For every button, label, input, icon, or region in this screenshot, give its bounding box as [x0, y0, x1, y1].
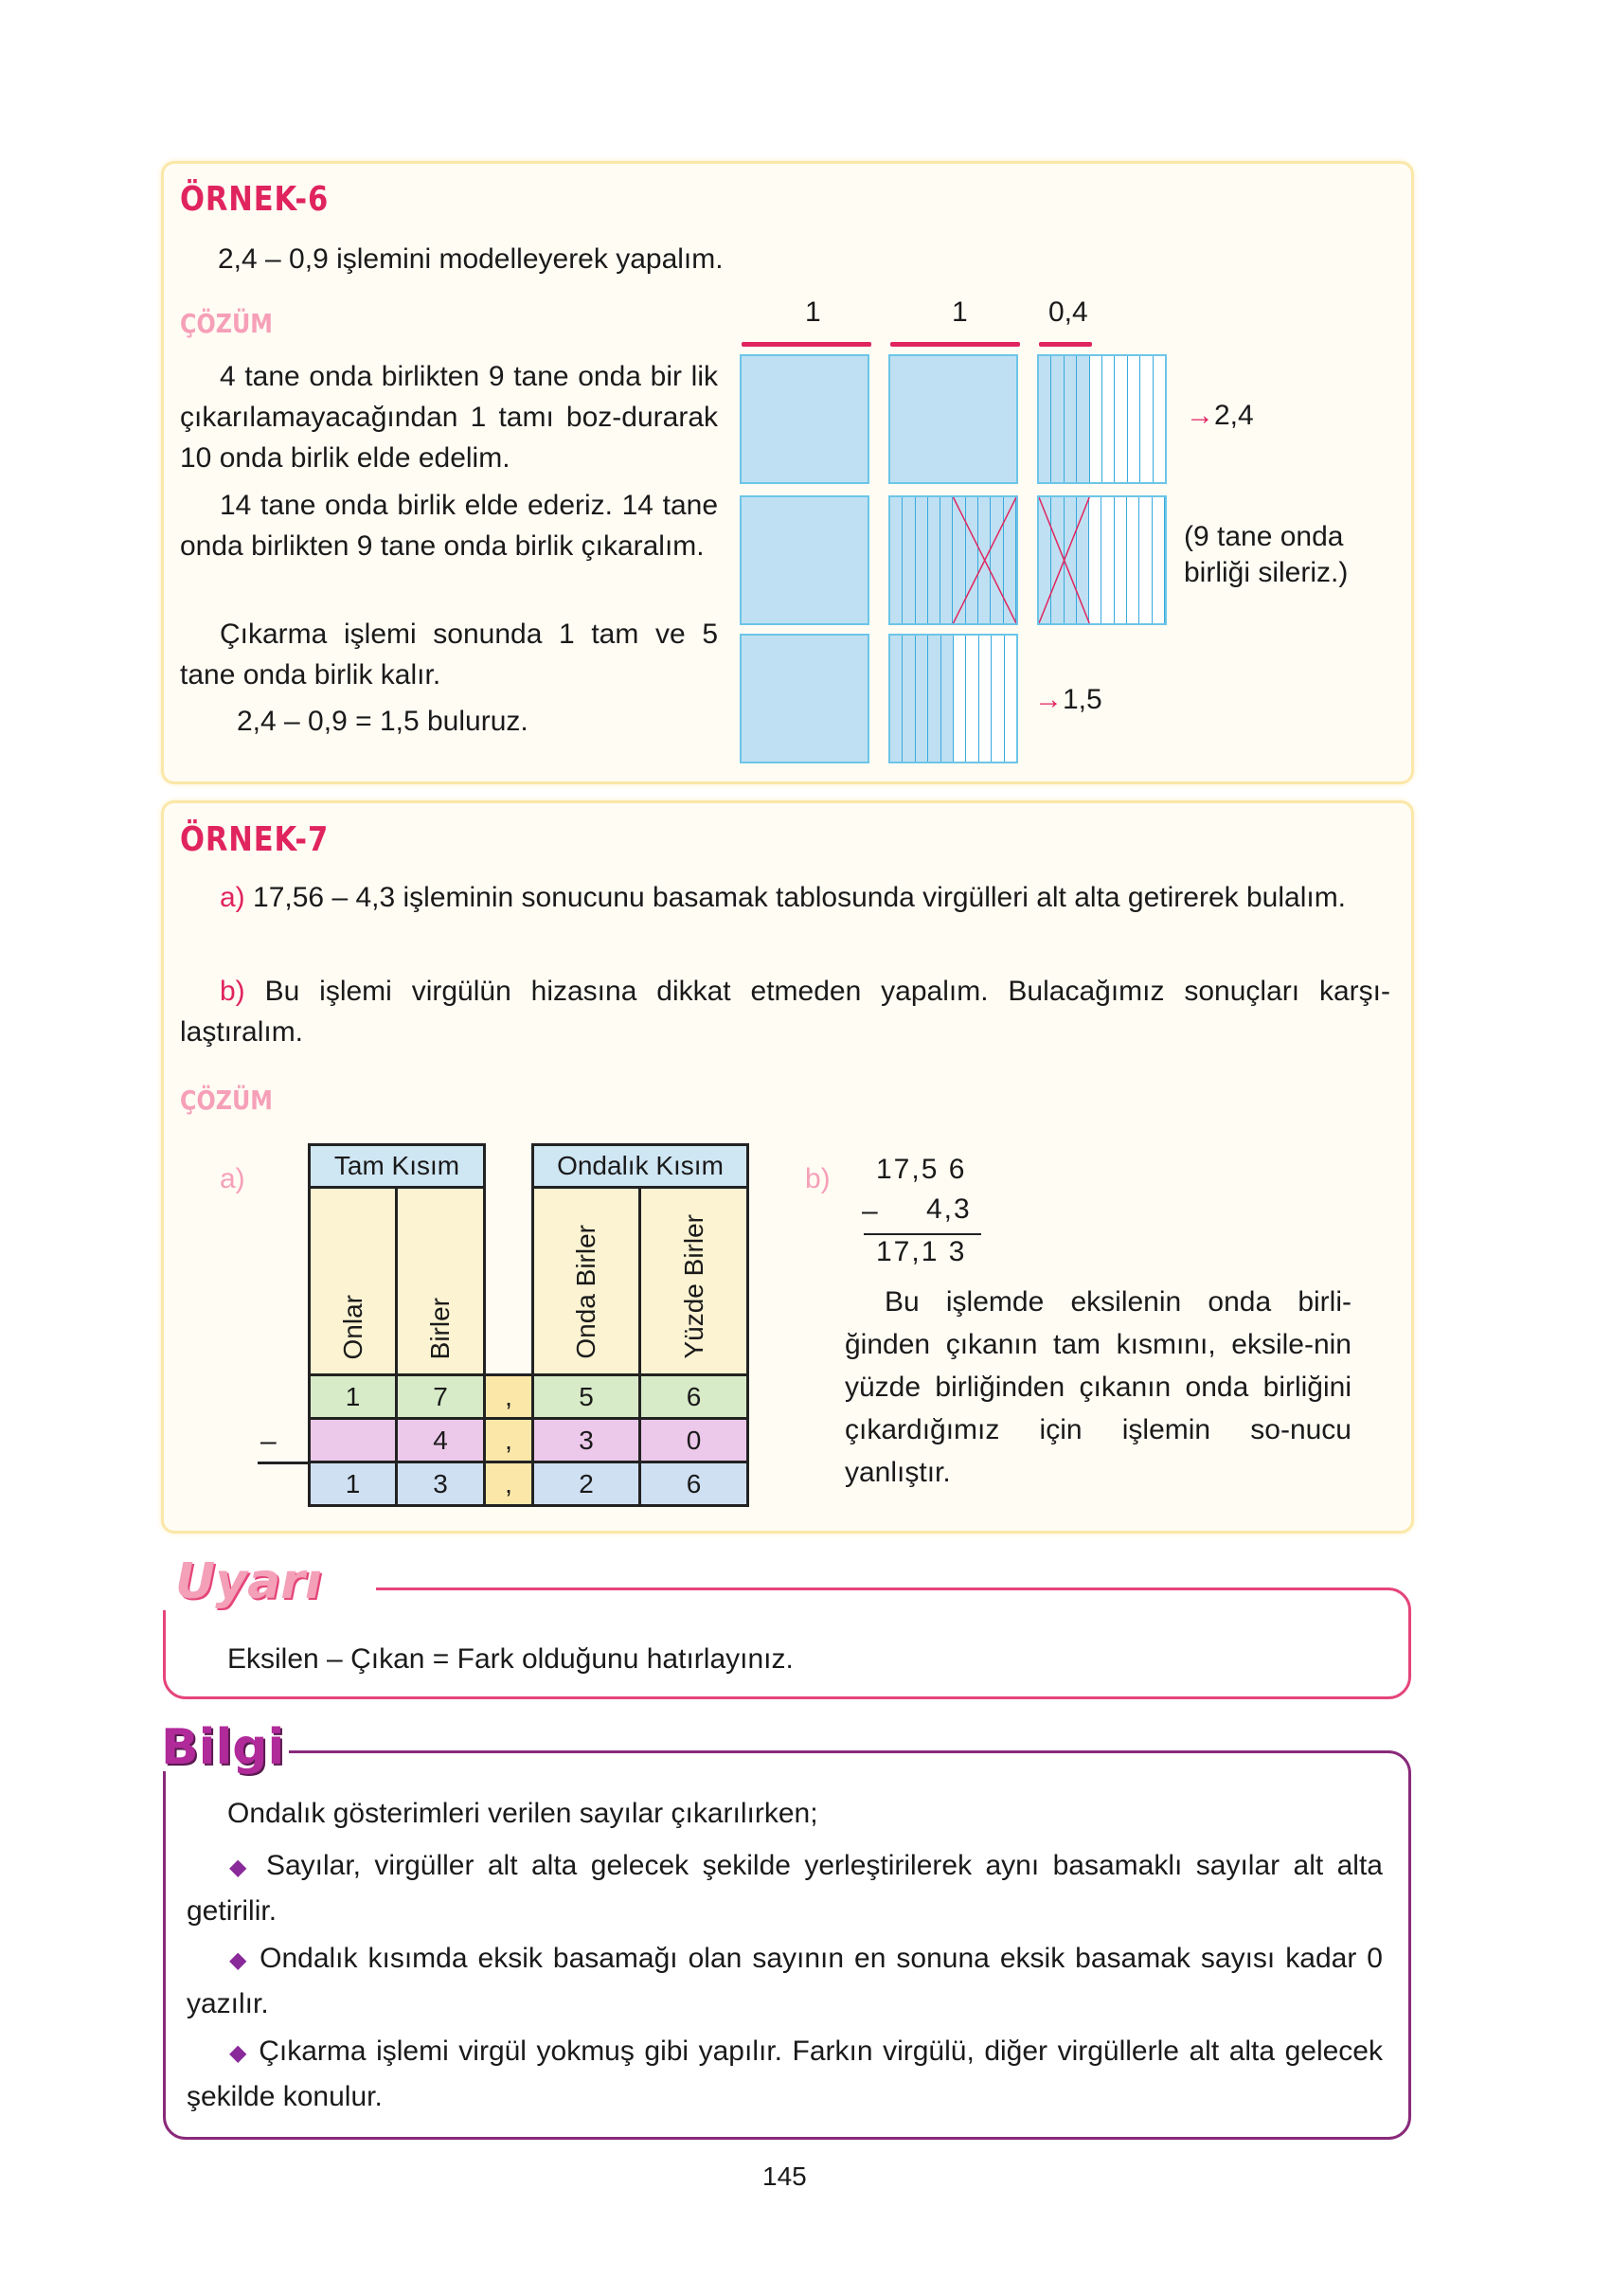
example-6-paragraph: 14 tane onda birlik elde ederiz. 14 tane onda birlikten 9 tane onda birlik çıkaralım. [180, 490, 718, 562]
example-6-solution-label: ÇÖZÜM [180, 308, 273, 339]
tenth-strip [1005, 636, 1016, 762]
part-a-marker: a) [220, 882, 245, 913]
info-item-text: Çıkarma işlemi virgül yokmuş gibi yapılır. Farkın virgülü, diğer virgüllerle alt alta gelecek şekilde konulur. [187, 2036, 1383, 2112]
calc-line-2: 4,3 [926, 1193, 972, 1225]
cross-out-icon [890, 497, 1016, 623]
row1-result [1186, 400, 1254, 432]
info-item-text: Ondalık kısımda eksik basamağı olan sayının en sonuna eksik basamak sayısı kadar 0 yazılır. [187, 1943, 1383, 2019]
tenth-strip [1102, 356, 1115, 482]
example-6-paragraph: Çıkarma işlemi sonunda 1 tam ve 5 tane onda birlik kalır. [180, 619, 718, 691]
calc-rule [864, 1233, 981, 1235]
decimal-square [740, 634, 869, 763]
info-intro: Ondalık gösterimleri verilen sayılar çıkarılırken; [227, 1798, 818, 1829]
brace-2 [890, 342, 1020, 347]
digit-cell: 7 [397, 1375, 485, 1419]
column-header [533, 1188, 640, 1375]
model-label-1: 1 [805, 296, 821, 328]
decimal-comma-cell: , [485, 1375, 533, 1419]
group-header-whole: Tam Kısım [310, 1145, 485, 1188]
tenth-strip [890, 636, 903, 762]
digit-cell: 5 [533, 1375, 640, 1419]
digit-cell: 3 [397, 1462, 485, 1506]
part-b-marker: b) [220, 976, 245, 1007]
info-item [187, 2030, 1383, 2119]
solution-a-marker: a) [220, 1163, 245, 1194]
example-6-title: ÖRNEK-6 [180, 180, 330, 219]
column-label: Onda Birler [571, 1225, 600, 1359]
column-header [640, 1188, 748, 1375]
calc-line-1: 17,5 6 [876, 1154, 967, 1185]
column-header [397, 1188, 485, 1375]
decimal-square [740, 495, 869, 625]
minus-line [258, 1462, 310, 1464]
column-label: Onlar [337, 1294, 367, 1359]
digit-cell: 0 [640, 1419, 748, 1462]
digit-cell: 6 [640, 1375, 748, 1419]
digit-cell: 2 [533, 1462, 640, 1506]
tenth-strip [903, 636, 915, 762]
digit-cell [310, 1419, 397, 1462]
part-b-text: Bu işlemi virgülün hizasına dikkat etmeden yapalım. Bulacağımız sonuçları karşı-laştıralım. [180, 976, 1390, 1048]
calc-minus: – [862, 1195, 878, 1227]
tenth-strip [992, 636, 1004, 762]
info-item [187, 1844, 1383, 1933]
tenth-strip [979, 636, 992, 762]
digit-cell: 1 [310, 1462, 397, 1506]
decimal-square [888, 634, 1018, 763]
digit-cell: 1 [310, 1375, 397, 1419]
warning-title: Uyarı [175, 1553, 322, 1610]
table-row [310, 1462, 748, 1506]
arrow-icon: → [1034, 684, 1063, 715]
example-6-prompt: 2,4 – 0,9 işlemini modelleyerek yapalım. [218, 243, 724, 275]
example-6-result: 2,4 – 0,9 = 1,5 buluruz. [237, 706, 528, 737]
decimal-comma-cell: , [485, 1462, 533, 1506]
tenth-strip [1154, 356, 1165, 482]
decimal-square [888, 354, 1018, 484]
info-item [187, 1937, 1383, 2026]
diamond-bullet-icon: ◆ [229, 1947, 250, 1973]
tenth-strip [928, 636, 940, 762]
brace-1 [742, 342, 871, 347]
part-a-text: 17,56 – 4,3 işleminin sonucunu basamak tablosunda virgülleri alt alta getirerek bulalım. [253, 882, 1347, 913]
spacer [485, 1145, 533, 1188]
tenth-strip [1039, 356, 1051, 482]
info-title: Bilgi [161, 1719, 285, 1776]
tenth-strip [954, 636, 966, 762]
column-label: Yüzde Birler [678, 1214, 708, 1359]
minus-sign: – [260, 1426, 277, 1457]
example-6-paragraph: 4 tane onda birlikten 9 tane onda bir lik çıkarılamayacağından 1 tamı boz-durarak 10 onda birlik elde edelim. [180, 361, 718, 474]
warning-text: Eksilen – Çıkan = Fark olduğunu hatırlayınız. [227, 1643, 794, 1675]
example-7-part-b [180, 971, 1390, 1052]
row3-result [1034, 684, 1102, 716]
spacer [485, 1188, 533, 1375]
decimal-square [1037, 354, 1167, 484]
tenth-strip [1140, 356, 1153, 482]
diamond-bullet-icon: ◆ [229, 1855, 253, 1880]
table-row [310, 1419, 748, 1462]
digit-cell: 4 [397, 1419, 485, 1462]
example-7-solution-label: ÇÖZÜM [180, 1085, 273, 1116]
tenth-strip [1090, 356, 1102, 482]
model-label-3: 0,4 [1048, 296, 1088, 328]
diamond-bullet-icon: ◆ [229, 2040, 249, 2066]
decimal-square [888, 495, 1018, 625]
digit-cell: 3 [533, 1419, 640, 1462]
arrow-icon: → [1186, 400, 1214, 431]
column-header [310, 1188, 397, 1375]
tenth-strip [1115, 356, 1127, 482]
decimal-square [740, 354, 869, 484]
solution-b-marker: b) [805, 1163, 831, 1194]
place-value-table [308, 1143, 749, 1507]
cross-out-icon [1039, 497, 1165, 623]
digit-cell: 6 [640, 1462, 748, 1506]
row1-label: 2,4 [1214, 400, 1254, 431]
column-label: Birler [425, 1297, 455, 1359]
solution-b-explanation: Bu işlemde eksilenin onda birli-ğinden çıkanın tam kısmını, eksile-nin yüzde birliğinden çıkanın onda birliğini çıkardığımız için işlemin so-nucu yanlıştır. [845, 1286, 1351, 1488]
brace-3 [1039, 342, 1092, 347]
tenth-strip [1077, 356, 1089, 482]
example-7-title: ÖRNEK-7 [180, 820, 330, 859]
model-label-2: 1 [952, 296, 968, 328]
tenth-strip [1051, 356, 1064, 482]
row2-note: (9 tane onda birliği sileriz.) [1184, 521, 1349, 588]
tenth-strip [916, 636, 928, 762]
row3-label: 1,5 [1063, 684, 1102, 715]
example-7-part-a [180, 877, 1390, 918]
decimal-square [1037, 495, 1167, 625]
page-number: 145 [762, 2161, 807, 2191]
tenth-strip [941, 636, 954, 762]
table-row [310, 1375, 748, 1419]
tenth-strip [966, 636, 978, 762]
decimal-comma-cell: , [485, 1419, 533, 1462]
info-item-text: Sayılar, virgüller alt alta gelecek şekilde yerleştirilerek aynı basamaklı sayılar alt alta getirilir. [187, 1850, 1383, 1927]
tenth-strip [1065, 356, 1077, 482]
tenth-strip [1128, 356, 1140, 482]
group-header-decimal: Ondalık Kısım [533, 1145, 748, 1188]
calc-line-3: 17,1 3 [876, 1236, 967, 1267]
